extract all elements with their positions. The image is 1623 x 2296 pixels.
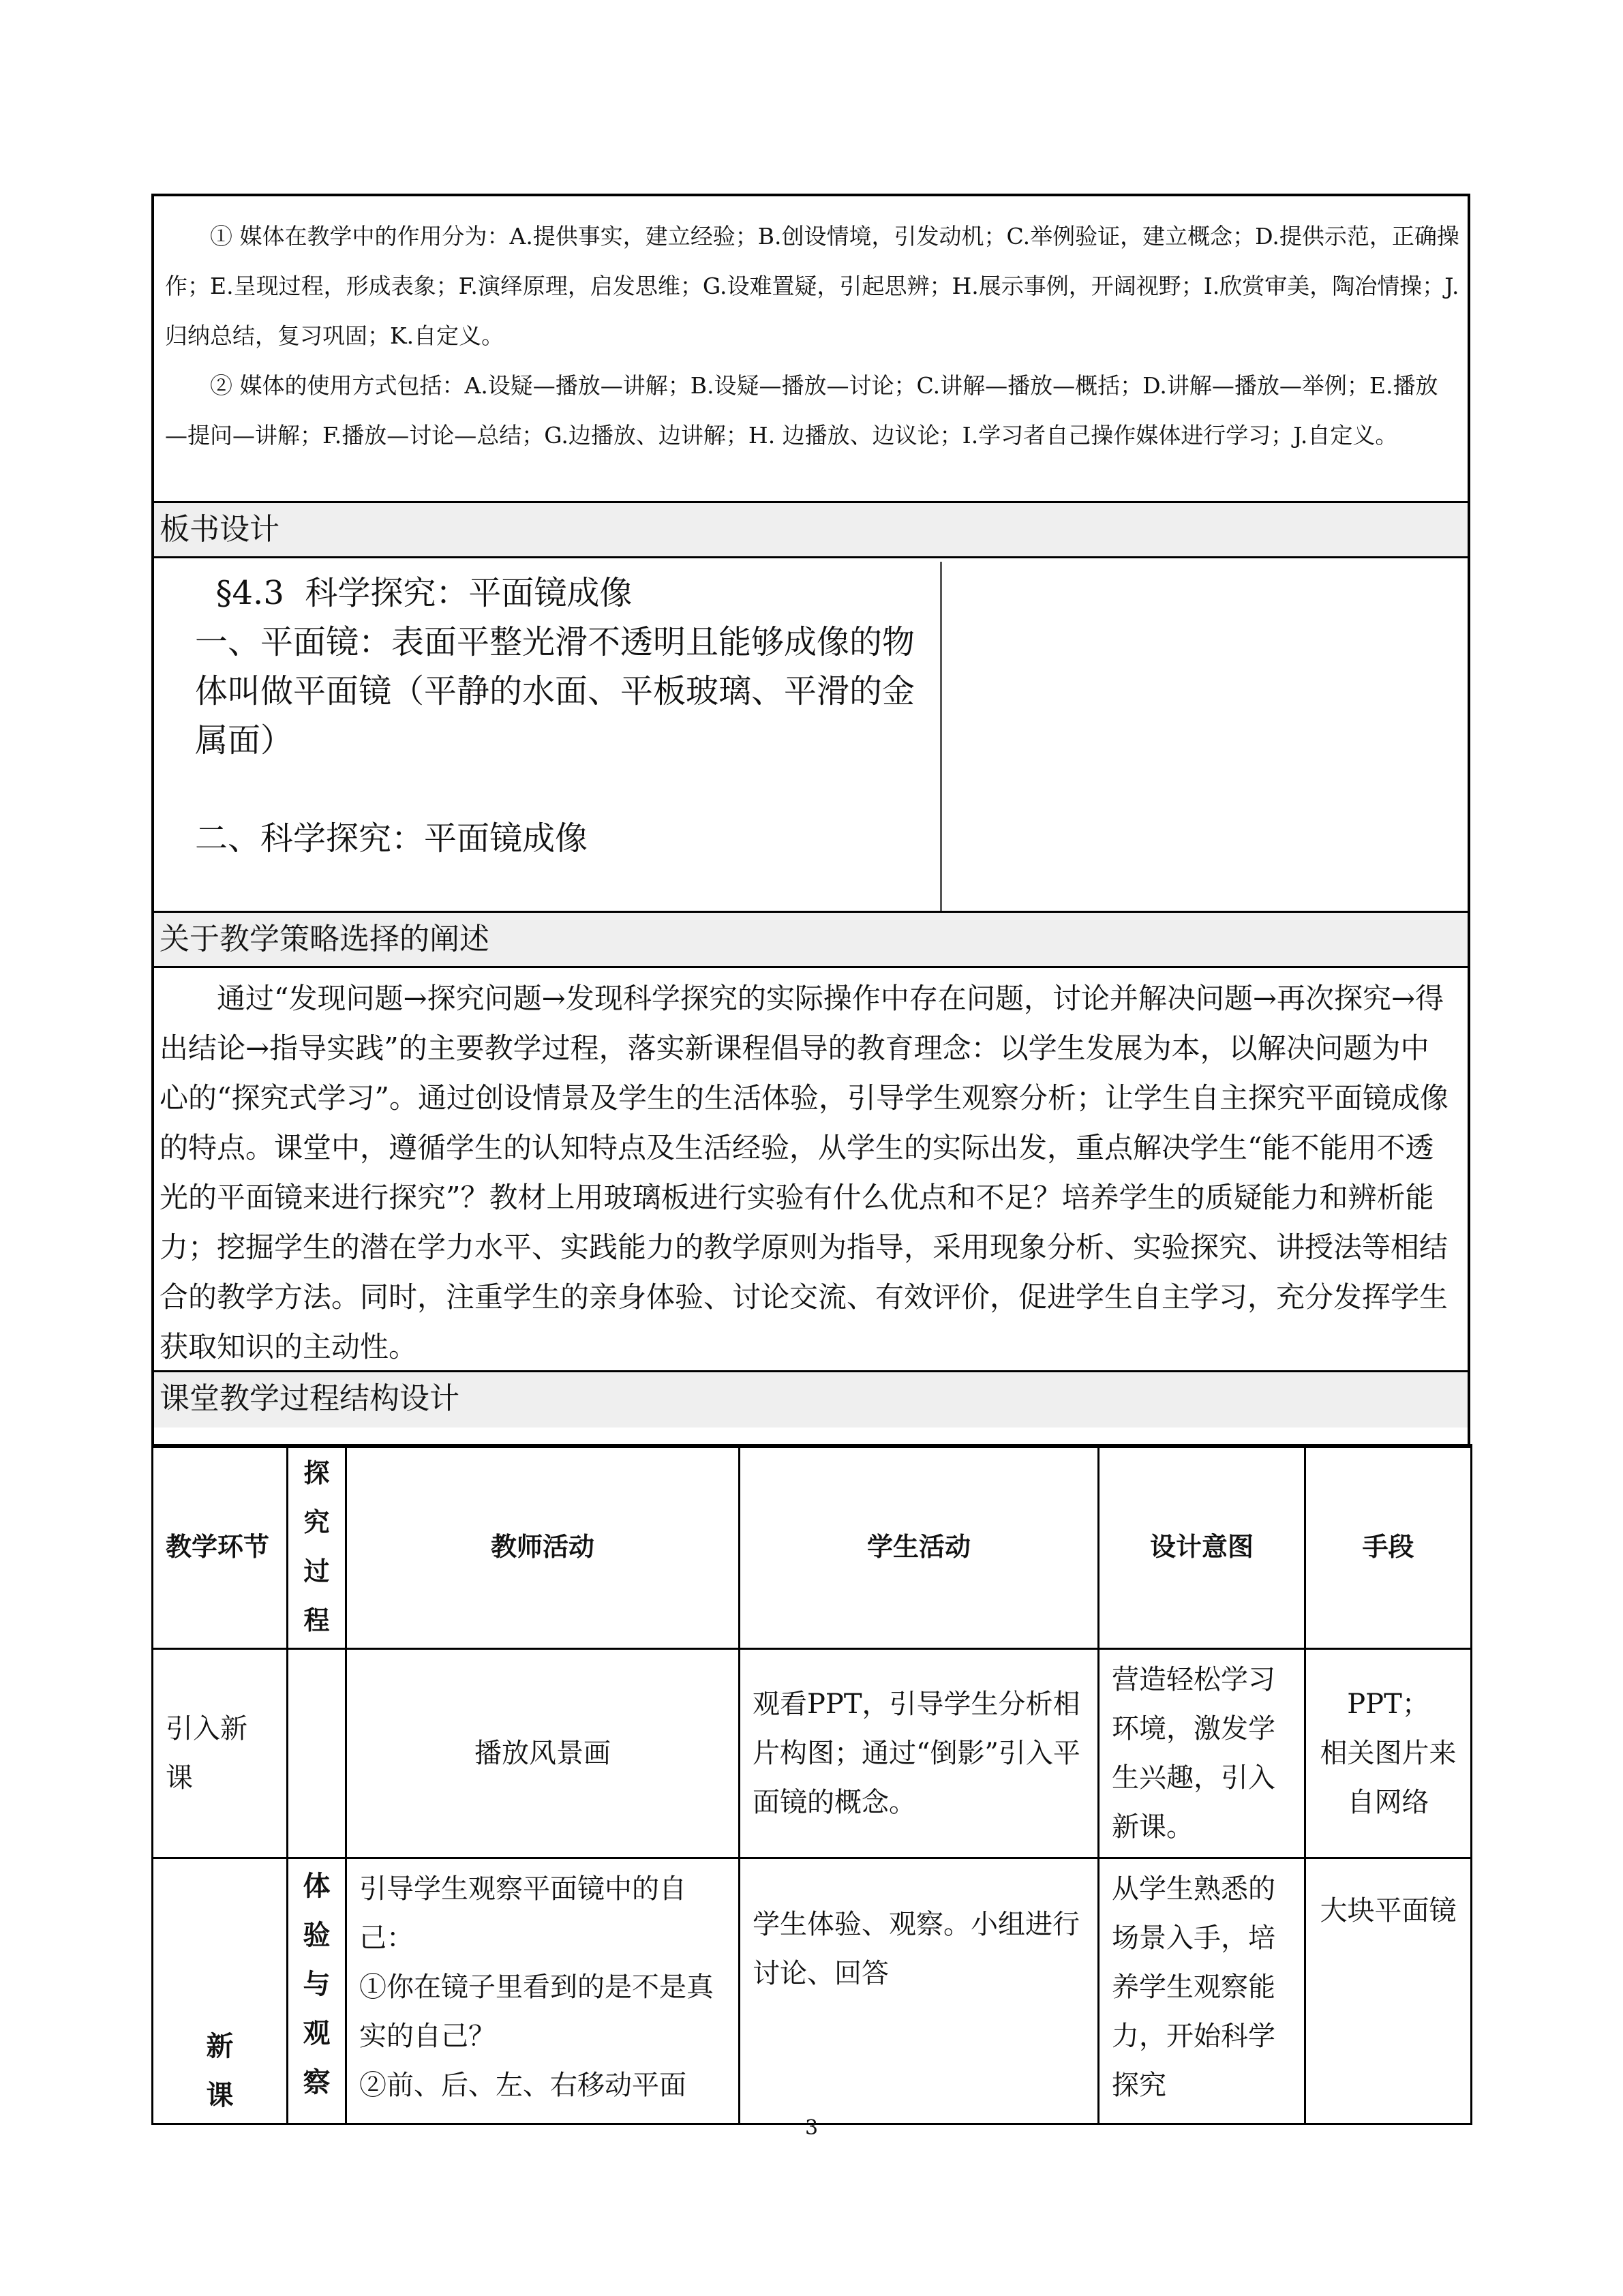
process-cell: 体 验 与 观 察 [288,1858,346,2124]
student-cell: 学生体验、观察。小组进行讨论、回答 [740,1858,1099,2124]
media-notes [165,211,1460,460]
document-frame [151,194,1470,1448]
board-line-1: 一、平面镜：表面平整光滑不透明且能够成像的物体叫做平面镜（平静的水面、平板玻璃、平滑的金属面） [195,623,915,759]
intent-cell: 营造轻松学习环境，激发学生兴趣，引入新课。 [1099,1649,1305,1858]
means-cell: 大块平面镜 [1305,1858,1472,2124]
process-header: 课堂教学过程结构设计 [154,1370,1468,1428]
process-cell [288,1649,346,1858]
process-table [151,1444,1472,2125]
col-teacher-header: 教师活动 [346,1445,740,1649]
col-intent-header: 设计意图 [1099,1445,1305,1649]
col-stage-header: 教学环节 [153,1445,288,1649]
board-content [154,562,942,916]
stage-cell: 引入新课 [153,1649,288,1858]
student-cell: 观看PPT，引导学生分析相片构图；通过“倒影”引入平面镜的概念。 [740,1649,1099,1858]
strategy-text: 通过“发现问题→探究问题→发现科学探究的实际操作中存在问题，讨论并解决问题→再次探究→得出结论→指导实践”的主要教学过程，落实新课程倡导的教育理念：以学生发展为本，以解决问题为中心的“探究式学习”。通过创设情景及学生的生活体验，引导学生观察分析；让学生自主探究平面镜成像的特点。课堂中，遵循学生的认知特点及生活经验，从学生的实际出发，重点解决学生“能不能用不透光的平面镜来进行探究”？教材上用玻璃板进行实验有什么优点和不足？培养学生的质疑能力和辨析能力；挖掘学生的潜在学力水平、实践能力的教学原则为指导，采用现象分析、实验探究、讲授法等相结合的教学方法。同时，注重学生的亲身体验、讨论交流、有效评价，促进学生自主学习，充分发挥学生获取知识的主动性。 [160,982,1448,1363]
board-line-2: 二、科学探究：平面镜成像 [195,819,588,858]
media-note-1: ① 媒体在教学中的作用分为：A.提供事实，建立经验；B.创设情境，引发动机；C.举例验证，建立概念；D.提供示范，正确操作；E.呈现过程，形成表象；F.演绎原理，启发思维；G.设难置疑，引起思辨；H.展示事例，开阔视野；I.欣赏审美，陶冶情操；J.归纳总结，复习巩固；K.自定义。 [165,223,1459,349]
teacher-cell: 引导学生观察平面镜中的自己： ①你在镜子里看到的是不是真实的自己？ ②前、后、左、右移动平面 [346,1858,740,2124]
intent-cell: 从学生熟悉的场景入手，培养学生观察能力，开始科学探究 [1099,1858,1305,2124]
table-header-row [153,1445,1472,1649]
board-line-title: §4.3 科学探究：平面镜成像 [195,574,633,612]
table-row [153,1858,1472,2124]
board-design [154,562,1468,916]
col-process-header: 探 究 过 程 [288,1445,346,1649]
means-cell: PPT； 相关图片来自网络 [1305,1649,1472,1858]
media-note-2: ② 媒体的使用方式包括：A.设疑—播放—讲解；B.设疑—播放—讨论；C.讲解—播放—概括；D.讲解—播放—举例；E.播放—提问—讲解；F.播放—讨论—总结；G.边播放、边讲解；H. 边播放、边议论；I.学习者自己操作媒体进行学习；J.自定义。 [165,372,1438,449]
board-design-header: 板书设计 [154,501,1468,558]
teacher-cell: 播放风景画 [346,1649,740,1858]
stage-cell: 新 课 [153,1858,288,2124]
col-student-header: 学生活动 [740,1445,1099,1649]
col-means-header: 手段 [1305,1445,1472,1649]
page-number: 3 [804,2116,819,2140]
strategy-header: 关于教学策略选择的阐述 [154,911,1468,968]
table-row [153,1649,1472,1858]
